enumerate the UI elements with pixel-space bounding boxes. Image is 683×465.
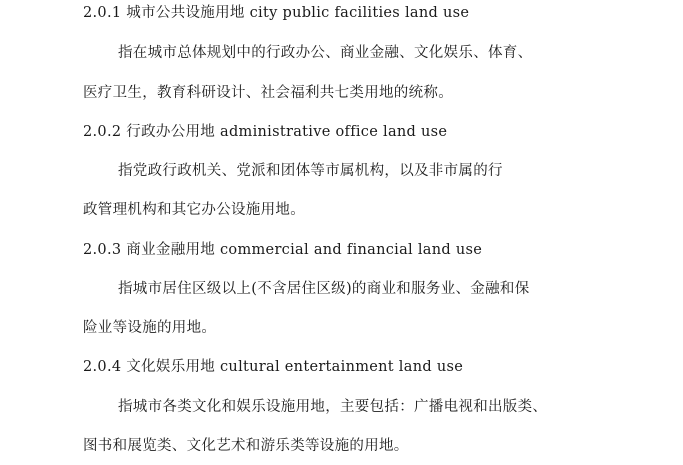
section-heading-2-0-1: 2.0.1 城市公共设施用地 city public facilities land use <box>83 5 470 21</box>
section-body-line: 图书和展览类、文化艺术和游乐类等设施的用地。 <box>83 438 409 454</box>
section-body-line: 医疗卫生，教育科研设计、社会福利共七类用地的统称。 <box>83 85 453 101</box>
section-body-line: 指城市居住区级以上(不含居住区级)的商业和服务业、金融和保 <box>118 281 530 297</box>
section-heading-2-0-4: 2.0.4 文化娱乐用地 cultural entertainment land use <box>83 359 464 375</box>
section-body-line: 险业等设施的用地。 <box>83 320 217 336</box>
section-body-line: 指城市各类文化和娱乐设施用地，主要包括：广播电视和出版类、 <box>118 399 548 415</box>
section-body-line: 指党政行政机关、党派和团体等市属机构，以及非市属的行 <box>118 163 503 179</box>
section-heading-2-0-2: 2.0.2 行政办公用地 administrative office land use <box>83 124 448 140</box>
section-body-line: 政管理机构和其它办公设施用地。 <box>83 202 305 218</box>
section-heading-2-0-3: 2.0.3 商业金融用地 commercial and financial land use <box>83 242 483 258</box>
section-body-line: 指在城市总体规划中的行政办公、商业金融、文化娱乐、体育、 <box>118 45 533 61</box>
